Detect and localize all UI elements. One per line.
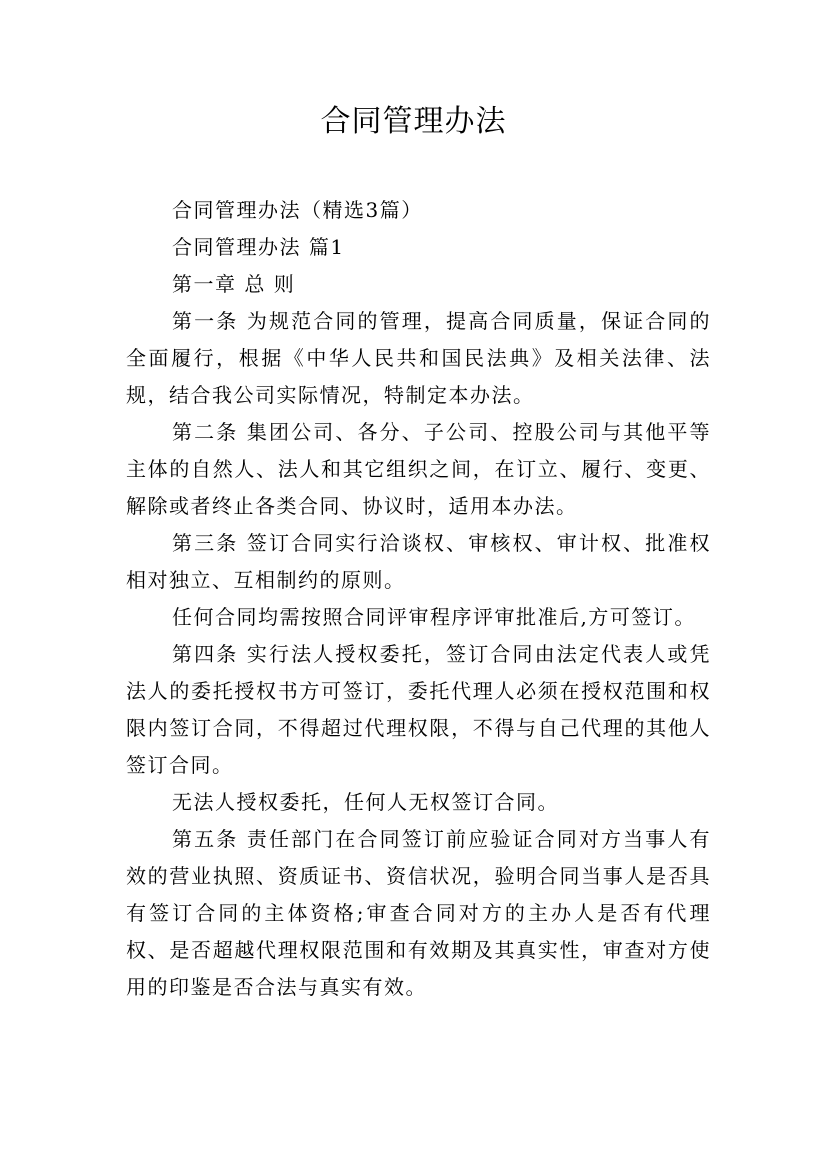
document-body	[126, 192, 711, 1006]
paragraph-subtitle: 合同管理办法（精选3篇）	[172, 198, 423, 222]
paragraph-article-5: 第五条 责任部门在合同签订前应验证合同对方当事人有效的营业执照、资质证书、资信状况，验明合同当事人是否具有签订合同的主体资格;审查合同对方的主办人是否有代理权、是否超越代理权限范围和有效期及其真实性，审查对方使用的印鉴是否合法与真实有效。	[126, 827, 711, 999]
paragraph-chapter-heading: 第一章 总 则	[172, 272, 296, 296]
paragraph-article-3: 第三条 签订合同实行洽谈权、审核权、审计权、批准权相对独立、互相制约的原则。	[126, 531, 711, 592]
paragraph-section-heading: 合同管理办法 篇1	[172, 235, 345, 259]
paragraph-article-3-note: 任何合同均需按照合同评审程序评审批准后,方可签订。	[172, 605, 696, 629]
paragraph-article-4-note: 无法人授权委托，任何人无权签订合同。	[172, 790, 559, 814]
paragraph-article-2: 第二条 集团公司、各分、子公司、控股公司与其他平等主体的自然人、法人和其它组织之间，在订立、履行、变更、解除或者终止各类合同、协议时，适用本办法。	[126, 420, 711, 518]
paragraph-article-1: 第一条 为规范合同的管理，提高合同质量，保证合同的全面履行，根据《中华人民共和国民法典》及相关法律、法规，结合我公司实际情况，特制定本办法。	[126, 309, 711, 407]
document-title: 合同管理办法	[320, 104, 507, 139]
paragraph-article-4: 第四条 实行法人授权委托，签订合同由法定代表人或凭法人的委托授权书方可签订，委托代理人必须在授权范围和权限内签订合同，不得超过代理权限，不得与自己代理的其他人签订合同。	[126, 642, 711, 777]
